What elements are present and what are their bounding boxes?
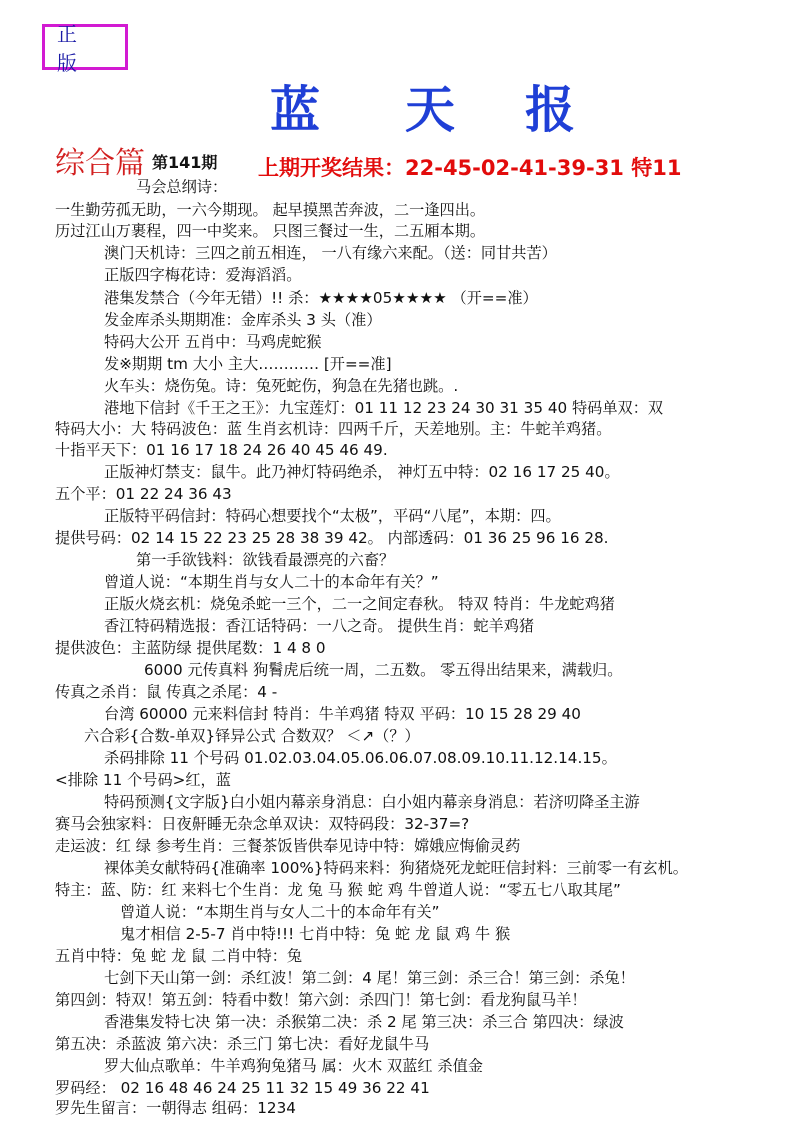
text-line: 鬼才相信 2-5-7 肖中特!!! 七肖中特：兔 蛇 龙 鼠 鸡 牛 猴 [120, 925, 511, 943]
text-line: 十指平天下：01 16 17 18 24 26 40 45 46 49. [55, 441, 388, 459]
title-char-3: 报 [525, 80, 575, 139]
text-line: 五肖中特：兔 蛇 龙 鼠 二肖中特：兔 [55, 947, 303, 965]
text-line: 火车头：烧伤兔。诗：兔死蛇伤，狗急在先猪也跳。. [104, 377, 459, 395]
text-line: 6000 元传真料 狗鬌虎后统一周，二五数。 零五得出结果来，满载归。 [144, 661, 623, 679]
text-line: 走运波：红 绿 参考生肖：三餐茶饭皆供奉见诗中特：嫦娥应悔偷灵药 [55, 837, 521, 855]
text-line: 特码大小：大 特码波色：蓝 生肖玄机诗：四两千斤，天差地别。主：牛蛇羊鸡猪。 [55, 420, 612, 438]
text-line: 特码预测{文字版}白小姐内幕亲身消息：白小姐内幕亲身消息：若济叨降圣主游 [104, 793, 640, 811]
text-line: 正版四字梅花诗：爱海滔滔。 [104, 266, 302, 284]
text-line: 第四剑：特双！第五剑：特看中数！第六剑：杀四门！第七剑：看龙狗鼠马羊！ [55, 991, 587, 1009]
text-line: 港地下信封《千王之王》：九宝莲灯：01 11 12 23 24 30 31 35 40 特码单双：双 [104, 399, 664, 417]
text-line: 马会总纲诗： [136, 178, 228, 196]
last-draw-result: 上期开奖结果：22-45-02-41-39-31 特11 [258, 156, 682, 180]
text-line: 特码大公开 五肖中：马鸡虎蛇猴 [104, 333, 322, 351]
text-line: 提供波色：主蓝防绿 提供尾数：1 4 8 0 [55, 639, 326, 657]
text-line: 正版特平码信封：特码心想要找个“太极”，平码“八尾”，本期：四。 [104, 507, 561, 525]
text-line: 历过江山万裹程，四一中奖来。 只图三餐过一生，二五厢本期。 [55, 222, 486, 240]
text-line: 五个平：01 22 24 36 43 [55, 485, 232, 503]
text-line: 杀码排除 11 个号码 01.02.03.04.05.06.06.07.08.09.10.11.12.14.15。 [104, 749, 617, 767]
text-line: 第一手欲钱料：欲钱看最漂亮的六畜？ [136, 551, 395, 569]
text-line: 发※期期 tm 大小 主大………… [开==准] [104, 355, 392, 373]
section-heading: 综合篇 [55, 146, 145, 181]
text-line: 发金库杀头期期准：金库杀头 3 头（准） [104, 311, 382, 329]
title-char-1: 蓝 [270, 80, 320, 139]
issue-number: 第141期 [152, 153, 218, 172]
text-line: 赛马会独家料：日夜鼾睡无杂念单双诀：双特码段：32-37=? [55, 815, 470, 833]
text-line: 香江特码精选报：香江话特码：一八之奇。 提供生肖：蛇羊鸡猪 [104, 617, 535, 635]
text-line: 裸体美女献特码{准确率 100%}特码来料：狗猪烧死龙蛇旺信封料：三前零一有玄机。 [104, 859, 688, 877]
text-line: 港集发禁合（今年无错）!! 杀：★★★★05★★★★ （开==准） [104, 289, 538, 307]
text-line: 罗大仙点歌单：牛羊鸡狗兔猪马 属：火木 双蓝红 杀值金 [104, 1057, 483, 1075]
text-line: 一生勤劳孤无助，一六今期现。 起早摸黑苦奔波，二一逢四出。 [55, 201, 486, 219]
text-line: 七剑下天山第一剑：杀红波！第二剑：4 尾！第三剑：杀三合！第三剑：杀兔！ [104, 969, 635, 987]
text-line: 曾道人说：“本期生肖与女人二十的本命年有关” [120, 903, 440, 921]
text-line: 台湾 60000 元来料信封 特肖：牛羊鸡猪 特双 平码：10 15 28 29 40 [104, 705, 581, 723]
title-char-2: 天 [405, 80, 455, 139]
text-line: 曾道人说：“本期生肖与女人二十的本命年有关？” [104, 573, 439, 591]
text-line: 罗先生留言：一朝得志 组码：1234 [55, 1099, 296, 1117]
text-line: 澳门天机诗：三四之前五相连， 一八有缘六来配。（送：同甘共苦） [104, 244, 557, 262]
text-line: <排除 11 个号码>红，蓝 [55, 771, 231, 789]
text-line: 传真之杀肖：鼠 传真之杀尾：4 - [55, 683, 278, 701]
text-line: 正版神灯禁支：鼠牛。此乃神灯特码绝杀， 神灯五中特：02 16 17 25 40。 [104, 463, 620, 481]
text-line: 正版火烧玄机：烧兔杀蛇一三个，二一之间定春秋。 特双 特肖：牛龙蛇鸡猪 [104, 595, 615, 613]
text-line: 提供号码：02 14 15 22 23 25 28 38 39 42。 内部透码：01 36 25 96 16 28. [55, 529, 609, 547]
text-line: 六合彩{合数-单双}铎异公式 合数双？ ＜↗（？） [84, 727, 420, 745]
text-line: 第五决：杀蓝波 第六决：杀三门 第七决：看好龙鼠牛马 [55, 1035, 430, 1053]
text-line: 罗码经： 02 16 48 46 24 25 11 32 15 49 36 22 41 [55, 1079, 430, 1097]
text-line: 香港集发特七决 第一决：杀猴第二决：杀 2 尾 第三决：杀三合 第四决：绿波 [104, 1013, 624, 1031]
genuine-edition-stamp: 正 版 [42, 24, 128, 70]
text-line: 特主：蓝、防：红 来料七个生肖：龙 兔 马 猴 蛇 鸡 牛曾道人说：“零五七八取其尾” [55, 881, 621, 899]
